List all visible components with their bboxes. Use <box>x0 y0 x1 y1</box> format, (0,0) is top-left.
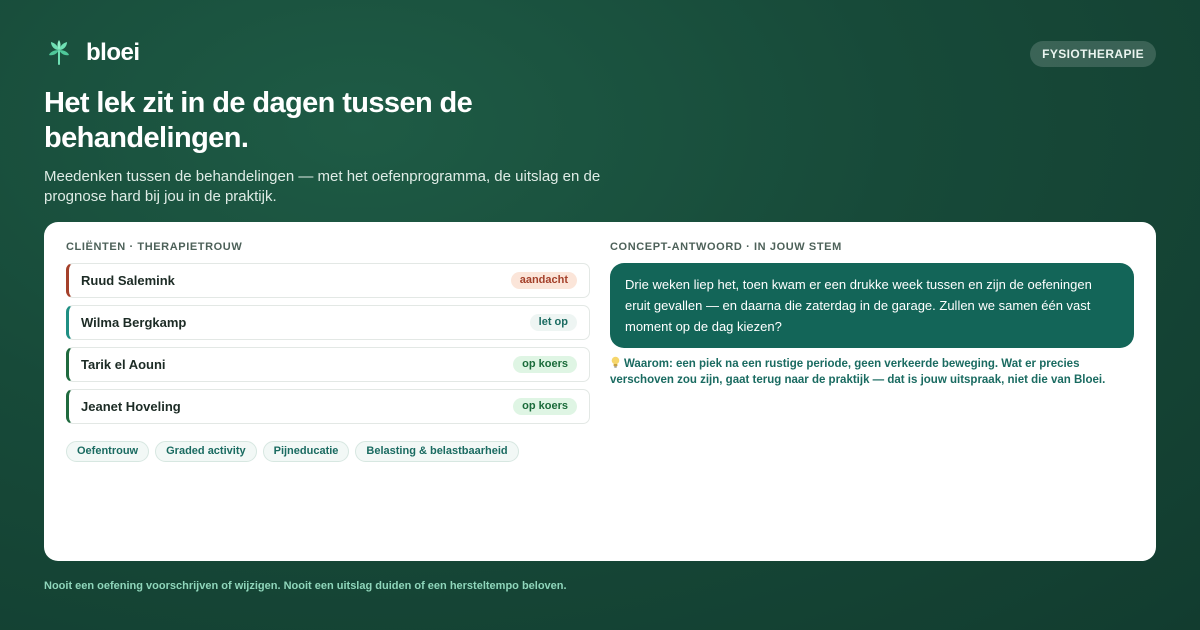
disclaimer-footnote: Nooit een oefening voorschrijven of wijzigen. Nooit een uitslag duiden of een hersteltempo beloven. <box>44 580 567 592</box>
lightbulb-icon <box>610 356 621 368</box>
clients-section-label: CLIËNTEN · THERAPIETROUW <box>66 241 243 253</box>
client-name: Tarik el Aouni <box>81 357 166 372</box>
client-name: Jeanet Hoveling <box>81 399 181 414</box>
draft-rationale <box>610 356 1130 388</box>
client-row[interactable] <box>66 305 590 340</box>
tag-pijneducatie[interactable]: Pijneducatie <box>263 441 350 462</box>
client-row[interactable] <box>66 389 590 424</box>
topic-tags <box>66 441 519 462</box>
status-badge: aandacht <box>511 272 577 289</box>
client-name: Ruud Salemink <box>81 273 175 288</box>
page-headline: Het lek zit in de dagen tussen de behandelingen. <box>44 87 473 154</box>
brand <box>46 38 140 68</box>
status-badge: op koers <box>513 398 577 415</box>
status-badge: op koers <box>513 356 577 373</box>
client-row[interactable] <box>66 263 590 298</box>
draft-reply-bubble: Drie weken liep het, toen kwam er een drukke week tussen en zijn de oefeningen eruit gevallen — en daarna die zaterdag in de garage. Zullen we samen één vast moment op de dag kiezen? <box>610 263 1134 348</box>
brand-name: bloei <box>86 39 140 66</box>
client-list <box>66 263 590 431</box>
sprout-icon <box>46 38 72 68</box>
draft-section-label: CONCEPT-ANTWOORD · IN JOUW STEM <box>610 241 842 253</box>
page-subline: Meedenken tussen de behandelingen — met het oefenprogramma, de uitslag en de prognose hard bij jou in de praktijk. <box>44 168 601 205</box>
client-name: Wilma Bergkamp <box>81 315 187 330</box>
status-badge: let op <box>530 314 577 331</box>
rationale-text: Waarom: een piek na een rustige periode, geen verkeerde beweging. Wat er precies verschoven zou zijn, gaat terug naar de praktijk — dat is jouw uitspraak, niet die van Bloei. <box>610 358 1106 386</box>
tag-belasting[interactable]: Belasting & belastbaarheid <box>355 441 518 462</box>
tag-graded-activity[interactable]: Graded activity <box>155 441 256 462</box>
preview-card <box>44 222 1156 561</box>
client-row[interactable] <box>66 347 590 382</box>
tag-oefentrouw[interactable]: Oefentrouw <box>66 441 149 462</box>
domain-badge: FYSIOTHERAPIE <box>1030 41 1156 67</box>
